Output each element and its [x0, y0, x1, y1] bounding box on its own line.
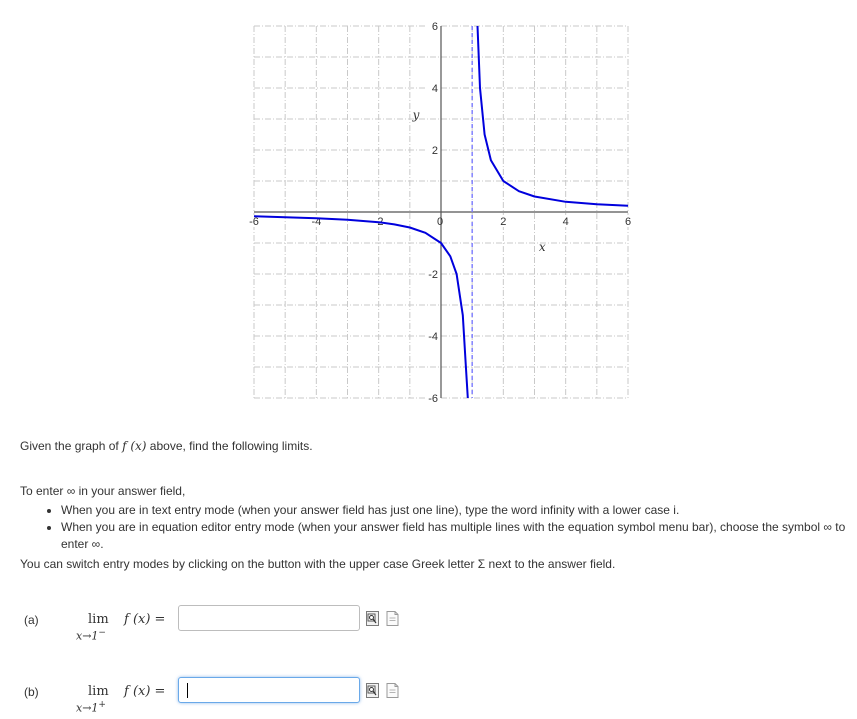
limit-subscript: x→1− — [76, 628, 106, 643]
y-tick-label: 2 — [431, 145, 438, 157]
prompt-text: Given the graph of — [20, 439, 123, 453]
x-tick-label: 2 — [500, 216, 507, 228]
equation-editor-icon[interactable] — [366, 683, 379, 698]
part-b-label: (b) — [24, 685, 39, 699]
y-axis-label: y — [412, 108, 420, 122]
text-caret — [187, 683, 188, 698]
prompt-function: f (x) — [122, 439, 147, 453]
graph-svg — [238, 14, 638, 406]
switch-mode-note: You can switch entry modes by clicking on the button with the upper case Greek letter Σ next to the answer field. — [20, 557, 616, 571]
answer-field-a[interactable] — [178, 605, 360, 631]
function-curve — [254, 216, 468, 398]
x-tick-label: 4 — [562, 216, 569, 228]
limit-function: f (x) = — [124, 612, 166, 627]
y-tick-label: 6 — [431, 21, 438, 33]
x-axis-label: x — [538, 239, 546, 254]
instruction-text-mode: • When you are in text entry mode (when your answer field has just one line), type the word infinity with a lower case i. — [61, 502, 850, 519]
prompt-text-rest: above, find the following limits. — [146, 439, 313, 453]
instructions-list — [20, 502, 850, 553]
x-tick-label: -6 — [249, 216, 259, 228]
instructions-intro: To enter ∞ in your answer field, — [20, 484, 186, 498]
y-tick-label: -2 — [428, 269, 438, 281]
y-tick-label: 4 — [431, 83, 438, 95]
answer-field-b[interactable] — [178, 677, 360, 703]
x-tick-label: 6 — [624, 216, 632, 228]
lim-word: lim — [88, 684, 109, 699]
limit-function: f (x) = — [124, 684, 166, 699]
origin-label: 0 — [436, 216, 444, 228]
instruction-equation-mode: • When you are in equation editor entry mode (when your answer field has multiple lines with the equation symbol menu bar), choose the symbol ∞ to enter ∞. — [61, 519, 850, 553]
x-tick-label: -2 — [373, 216, 384, 228]
limit-subscript: x→1+ — [76, 700, 106, 715]
equation-editor-icon[interactable] — [366, 611, 379, 626]
question-prompt — [20, 439, 313, 453]
y-tick-label: -6 — [428, 393, 438, 405]
document-icon[interactable] — [386, 683, 399, 698]
document-icon[interactable] — [386, 611, 399, 626]
x-tick-label: -4 — [311, 216, 322, 228]
part-a-label: (a) — [24, 613, 39, 627]
function-curve — [478, 26, 629, 206]
y-tick-label: -4 — [428, 331, 438, 343]
lim-word: lim — [88, 612, 109, 627]
infinity-instructions — [20, 483, 850, 553]
function-graph — [238, 14, 638, 406]
